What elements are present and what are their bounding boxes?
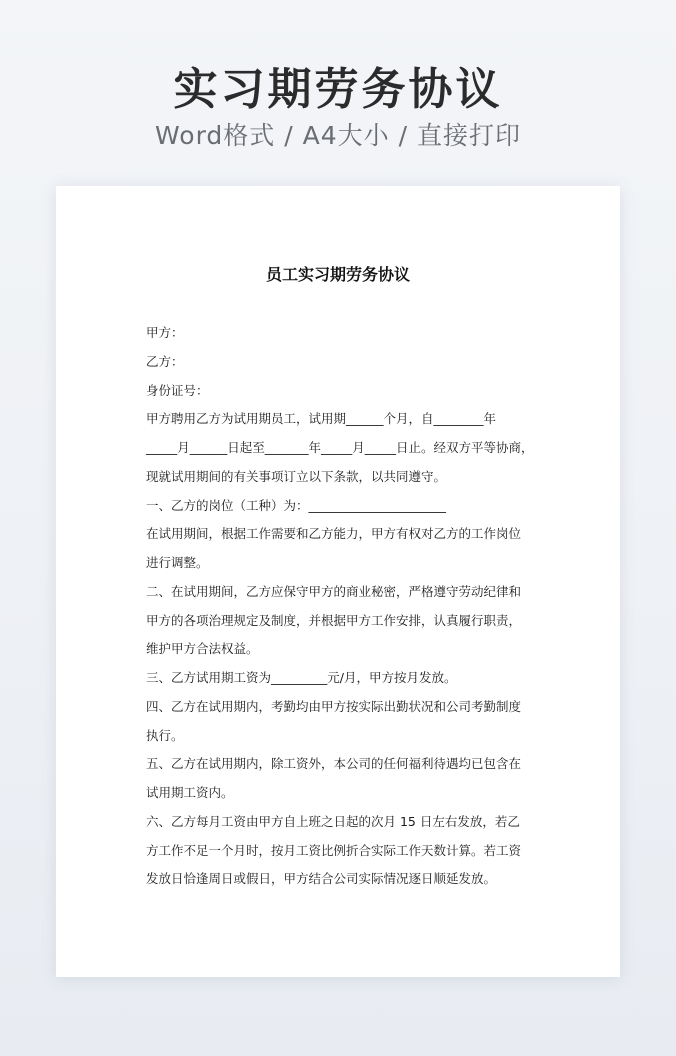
text-line: 甲方聘用乙方为试用期员工，试用期______个月，自________年 [146, 411, 497, 427]
clause-3-line: 三、乙方试用期工资为_________元/月，甲方按月发放。 [146, 670, 457, 685]
party-b-line: 乙方： [146, 353, 184, 369]
banner-title: 实习期劳务协议 [173, 64, 503, 115]
text-line: 维护甲方合法权益。 [146, 641, 259, 657]
text-line: 甲方的各项治理规定及制度，并根据甲方工作安排，认真履行职责， [146, 612, 522, 628]
party-a-line: 甲方： [146, 325, 184, 340]
document-heading: 员工实习期劳务协议 [265, 265, 410, 284]
text-line: _____月______日起至_______年_____月_____日止。经双方平等协商， [146, 440, 534, 455]
text-line: 进行调整。 [146, 555, 209, 570]
text-line: 方工作不足一个月时，按月工资比例折合实际工作天数计算。若工资 [146, 842, 522, 858]
text-line: 试用期工资内。 [146, 785, 234, 800]
text-line: 发放日恰逢周日或假日，甲方结合公司实际情况逐日顺延发放。 [146, 871, 497, 887]
text-line: 执行。 [146, 727, 184, 743]
clause-1-line: 一、乙方的岗位（工种）为：______________________ [146, 497, 447, 513]
text-line: 现就试用期间的有关事项订立以下条款，以共同遵守。 [146, 468, 447, 484]
text-line: 在试用期间，根据工作需要和乙方能力，甲方有权对乙方的工作岗位 [146, 526, 522, 542]
id-number-line: 身份证号： [146, 382, 209, 398]
document-page [56, 186, 620, 977]
clause-2-line: 二、在试用期间，乙方应保守甲方的商业秘密，严格遵守劳动纪律和 [146, 583, 522, 599]
document-body [146, 319, 546, 894]
clause-6-line: 六、乙方每月工资由甲方自上班之日起的次月 15 日左右发放，若乙 [146, 813, 520, 829]
clause-5-line: 五、乙方在试用期内，除工资外，本公司的任何福利待遇均已包含在 [146, 756, 522, 772]
banner-subtitle: Word格式 / A4大小 / 直接打印 [155, 121, 521, 150]
clause-4-line: 四、乙方在试用期内，考勤均由甲方按实际出勤状况和公司考勤制度 [146, 698, 522, 714]
